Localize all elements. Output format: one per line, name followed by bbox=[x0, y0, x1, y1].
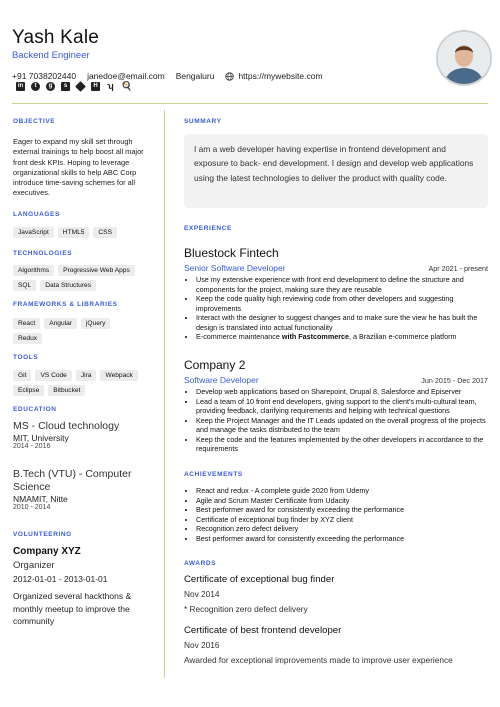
social-icons bbox=[16, 82, 136, 91]
tool-tag: Bitbucket bbox=[48, 385, 85, 396]
candidate-name: Yash Kale bbox=[12, 27, 100, 48]
contact-line bbox=[12, 71, 345, 81]
column-divider bbox=[164, 110, 165, 678]
award-title: Certificate of exceptional bug finder bbox=[184, 574, 335, 585]
codechef-icon[interactable]: 🍳 bbox=[121, 81, 133, 91]
hackerrank-icon[interactable]: H bbox=[91, 82, 100, 91]
volunteer-description: Organized several hackthons & monthly meetup to improve the community bbox=[13, 591, 132, 626]
job-bullets bbox=[184, 387, 488, 454]
job-bullet: • Keep the code and the features implemented by the other developers in accordance to the requirements bbox=[196, 435, 488, 454]
degree-title: MS - Cloud technology bbox=[13, 420, 120, 432]
education-dates: 2014 - 2016 bbox=[13, 443, 51, 450]
education-item bbox=[13, 468, 148, 511]
language-tag: HTML5 bbox=[58, 227, 90, 238]
technologies-heading: TECHNOLOGIES bbox=[13, 250, 73, 257]
job-bullets bbox=[184, 275, 488, 342]
framework-tag: React bbox=[13, 318, 40, 329]
achievement-item: • Best performer award for consistently exceeding the performance bbox=[196, 534, 496, 544]
job-bullet: • Develop web applications based on Sharepoint, Drupal 8, Salesforce and Episerver bbox=[196, 387, 488, 397]
globe-icon bbox=[225, 72, 234, 81]
education-heading: EDUCATION bbox=[13, 406, 57, 413]
award-title: Certificate of best frontend developer bbox=[184, 625, 342, 636]
job-bullet: • Keep the Project Manager and the IT Leads updated on the overall progress of the projects and manage the tasks distributed to the team bbox=[196, 416, 488, 435]
job-dates: Jun 2015 - Dec 2017 bbox=[421, 376, 488, 385]
job-dates: Apr 2021 - present bbox=[428, 264, 488, 273]
tools-tags bbox=[13, 370, 155, 400]
job-position: Senior Software Developer bbox=[184, 263, 286, 273]
volunteer-dates: 2012-01-01 - 2013-01-01 bbox=[13, 574, 108, 584]
volunteering-heading: VOLUNTEERING bbox=[13, 531, 72, 538]
stackoverflow-icon[interactable]: s bbox=[61, 82, 70, 91]
award-item bbox=[184, 625, 488, 665]
achievements-heading: ACHIEVEMENTS bbox=[184, 471, 243, 478]
phone-number[interactable]: +91 7038202440 bbox=[12, 71, 77, 81]
github-icon[interactable]: g bbox=[46, 82, 55, 91]
twitter-icon[interactable]: t bbox=[31, 82, 40, 91]
job-position: Software Developer bbox=[184, 375, 259, 385]
company-name: Company 2 bbox=[184, 358, 246, 372]
experience-item bbox=[184, 358, 488, 454]
objective-heading: OBJECTIVE bbox=[13, 118, 56, 125]
framework-tag: Angular bbox=[44, 318, 77, 329]
education-dates: 2010 - 2014 bbox=[13, 504, 51, 511]
framework-tag: jQuery bbox=[81, 318, 110, 329]
awards-heading: AWARDS bbox=[184, 560, 217, 567]
location: Bengaluru bbox=[175, 71, 215, 81]
achievement-item: • Recognition zero defect delivery bbox=[196, 524, 496, 534]
award-description: * Recognition zero defect delivery bbox=[184, 604, 308, 614]
frameworks-tags bbox=[13, 318, 123, 348]
framework-tag: Redux bbox=[13, 333, 42, 344]
experience-item bbox=[184, 246, 488, 342]
award-item bbox=[184, 574, 488, 614]
hashnode-icon[interactable] bbox=[75, 81, 86, 92]
achievement-item: • Best performer award for consistently exceeding the performance bbox=[196, 505, 496, 515]
education-item bbox=[13, 420, 155, 450]
technology-tag: Algorithms bbox=[13, 265, 54, 276]
company-name: Bluestock Fintech bbox=[184, 246, 279, 260]
volunteer-role: Organizer bbox=[13, 560, 55, 571]
award-date: Nov 2014 bbox=[184, 589, 220, 599]
achievement-item: • Certificate of exceptional bug finder by XYZ client bbox=[196, 515, 496, 525]
technology-tag: SQL bbox=[13, 280, 36, 291]
linkedin-icon[interactable]: in bbox=[17, 83, 24, 89]
school-name: NMAMIT, Nitte bbox=[13, 494, 68, 504]
job-bullet: • Lead a team of 10 front end developers, giving support to the client's multi-cultural team, providing feedback, clarifying requirements and helping with technical questions bbox=[196, 397, 488, 416]
leetcode-icon[interactable]: ʮ bbox=[107, 81, 114, 91]
school-name: MIT, University bbox=[13, 433, 69, 443]
volunteer-company: Company XYZ bbox=[13, 546, 81, 557]
award-date: Nov 2016 bbox=[184, 640, 220, 650]
award-description: Awarded for exceptional improvements made to improve user experience bbox=[184, 655, 453, 665]
candidate-title: Backend Engineer bbox=[12, 50, 90, 61]
avatar bbox=[436, 30, 492, 86]
job-bullet: • E-commerce maintenance with Fastcommerce, a Brazilian e-commerce platform bbox=[196, 332, 488, 342]
website-url: https://mywebsite.com bbox=[238, 71, 323, 81]
language-tag: JavaScript bbox=[13, 227, 54, 238]
achievement-item: • React and redux - A complete guide 2020 from Udemy bbox=[196, 486, 496, 496]
experience-heading: EXPERIENCE bbox=[184, 225, 232, 232]
email-address[interactable]: janedoe@email.com bbox=[87, 71, 165, 81]
job-bullet: • Keep the code quality high reviewing code from other developers and suggesting improvements bbox=[196, 294, 488, 313]
degree-title: B.Tech (VTU) - Computer Science bbox=[13, 468, 132, 493]
achievements-list bbox=[184, 486, 496, 543]
languages-heading: LANGUAGES bbox=[13, 211, 60, 218]
frameworks-heading: FRAMEWORKS & LIBRARIES bbox=[13, 301, 118, 308]
technology-tag: Data Structures bbox=[40, 280, 96, 291]
tools-heading: TOOLS bbox=[13, 354, 39, 361]
job-bullet: • Use my extensive experience with front end development to define the structure and components for the project, making sure they are reusable bbox=[196, 275, 488, 294]
header-divider bbox=[12, 103, 488, 104]
tool-tag: Webpack bbox=[100, 370, 137, 381]
achievement-item: • Agile and Scrum Master Certificate from Udacity bbox=[196, 496, 496, 506]
languages-tags bbox=[13, 227, 155, 242]
volunteering-item bbox=[13, 546, 153, 628]
objective-text: Eager to expand my skill set through external trainings to help boost all major front desk KPIs. Hoping to leverage organizational skills to help ABC Corp introduce time-saving schemes for all executives. bbox=[13, 137, 144, 198]
website-link[interactable] bbox=[225, 71, 333, 81]
language-tag: CSS bbox=[93, 227, 117, 238]
job-bullet: • Interact with the designer to suggest changes and to make sure the view he has built the design is translated into actual functionality bbox=[196, 313, 488, 332]
technology-tag: Progressive Web Apps bbox=[58, 265, 135, 276]
tool-tag: Git bbox=[13, 370, 31, 381]
tool-tag: Jira bbox=[76, 370, 97, 381]
summary-text: I am a web developer having expertise in frontend development and exposure to back- end development. I design and develop web applications using the latest technologies to deliver the product with quality code. bbox=[194, 144, 474, 183]
summary-heading: SUMMARY bbox=[184, 118, 222, 125]
tool-tag: VS Code bbox=[35, 370, 71, 381]
technologies-tags bbox=[13, 265, 155, 295]
tool-tag: Eclipse bbox=[13, 385, 44, 396]
